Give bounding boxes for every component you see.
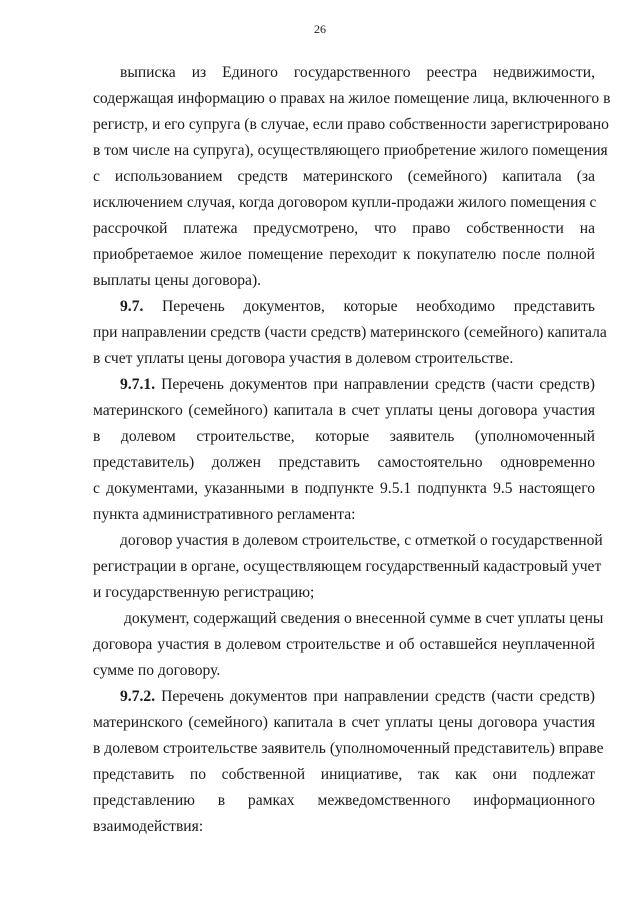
page-number: 26	[314, 22, 326, 36]
text-line: рассрочкой платежа предусмотрено, что право собственности на	[93, 220, 595, 237]
text-line: и государственную регистрацию;	[93, 584, 315, 601]
text-line: документ, содержащий сведения о внесенной сумме в счет уплаты цены	[124, 610, 604, 627]
text-line: материнского (семейного) капитала в счет уплаты цены договора участия	[93, 402, 595, 419]
text-line: регистрации в органе, осуществляющем государственный кадастровый учет	[93, 558, 602, 575]
section-9-7-1	[93, 372, 595, 528]
text-line: выписка из Единого государственного реестра недвижимости,	[120, 64, 595, 81]
text-line: в долевом строительстве заявитель (уполномоченный представитель) вправе	[93, 740, 604, 757]
text-line: с документами, указанными в подпункте 9.5.1 подпункта 9.5 настоящего	[93, 480, 595, 497]
text-fragment: Перечень документов, которые необходимо представить	[162, 298, 595, 315]
text-line: в счет уплаты цены договора участия в долевом строительстве.	[93, 350, 514, 367]
text-line	[93, 684, 595, 710]
text-line: представить по собственной инициативе, так как они подлежат	[93, 766, 595, 783]
text-line: пункта административного регламента:	[93, 506, 356, 523]
section-9-7-2	[93, 684, 604, 840]
text-line: в том числе на супруга), осуществляющего приобретение жилого помещения	[93, 142, 608, 159]
paragraph-contract	[93, 528, 603, 606]
text-line: договор участия в долевом строительстве, с отметкой о государственной	[120, 532, 603, 549]
text-line: материнского (семейного) капитала в счет уплаты цены договора участия	[93, 714, 595, 731]
text-line: договора участия в долевом строительстве и об оставшейся неуплаченной	[93, 636, 595, 653]
text-line: представлению в рамках межведомственного информационного	[93, 792, 595, 809]
section-number: 9.7.2.	[120, 688, 156, 705]
text-line: сумме по договору.	[93, 662, 221, 679]
text-line: с использованием средств материнского (семейного) капитала (за	[93, 168, 595, 185]
document-body	[93, 60, 611, 840]
paragraph-payment-document	[93, 606, 604, 684]
text-line: содержащая информацию о правах на жилое помещение лица, включенного в	[93, 90, 611, 107]
text-line: исключением случая, когда договором купли-продажи жилого помещения с	[93, 194, 597, 211]
text-fragment: Перечень документов при направлении средств (части средств)	[161, 376, 596, 393]
text-fragment: Перечень документов при направлении средств (части средств)	[161, 688, 596, 705]
text-line: приобретаемое жилое помещение переходит к покупателю после полной	[93, 246, 595, 263]
text-line	[93, 372, 595, 398]
text-line	[93, 294, 595, 320]
text-line: при направлении средств (части средств) материнского (семейного) капитала	[93, 324, 607, 341]
paragraph-extract	[93, 60, 611, 294]
text-line: регистр, и его супруга (в случае, если право собственности зарегистрировано	[93, 116, 609, 133]
section-number: 9.7.	[120, 298, 144, 315]
section-9-7	[93, 294, 607, 372]
text-line: взаимодействия:	[93, 818, 204, 835]
text-line: выплаты цены договора).	[93, 272, 262, 289]
text-line: в долевом строительстве, которые заявитель (уполномоченный	[93, 428, 595, 445]
section-number: 9.7.1.	[120, 376, 156, 393]
text-line: представитель) должен представить самостоятельно одновременно	[93, 454, 595, 471]
